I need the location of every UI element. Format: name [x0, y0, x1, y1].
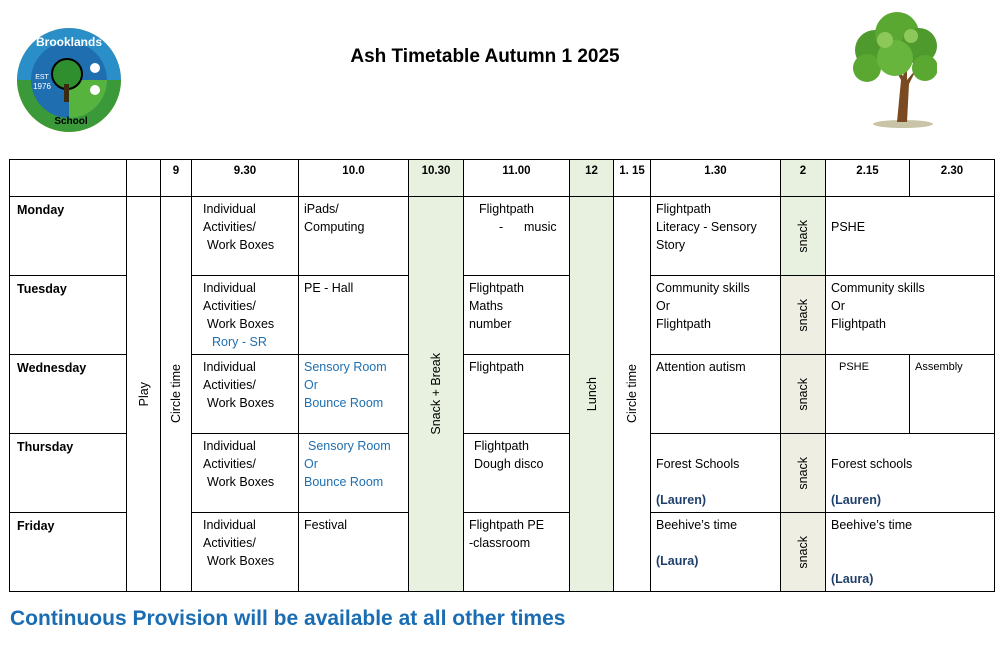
- cell-10: iPads/ Computing: [299, 197, 409, 276]
- snack-cell: snack: [781, 355, 826, 434]
- staff-note: Rory - SR: [212, 335, 267, 349]
- header-115: 1. 15: [614, 160, 651, 197]
- cell-930: Individual Activities/ Work Boxes: [192, 355, 299, 434]
- header-9: 9: [161, 160, 192, 197]
- cell-215: Beehive’s time (Laura): [826, 513, 995, 592]
- header-1030: 10.30: [409, 160, 464, 197]
- school-logo: [9, 24, 129, 134]
- snack-cell: snack: [781, 434, 826, 513]
- cell-10: Festival: [299, 513, 409, 592]
- cell-215: Community skills Or Flightpath: [826, 276, 995, 355]
- header-2: 2: [781, 160, 826, 197]
- circle-time-cell: [161, 197, 192, 592]
- circle-time-cell-2: [614, 197, 651, 592]
- play-cell: [127, 197, 161, 592]
- corner-cell: [10, 160, 127, 197]
- cell-11: Flightpath Dough disco: [464, 434, 570, 513]
- cell-130: Attention autism: [651, 355, 781, 434]
- staff-name: (Lauren): [831, 493, 881, 507]
- header-930: 9.30: [192, 160, 299, 197]
- header-row: [10, 160, 995, 197]
- cell-215: PSHE: [826, 197, 995, 276]
- staff-name: (Lauren): [656, 493, 706, 507]
- cell-130: Community skills Or Flightpath: [651, 276, 781, 355]
- logo-top-text: Brooklands: [35, 35, 103, 49]
- cell-10: PE - Hall: [299, 276, 409, 355]
- row-monday: [10, 197, 995, 276]
- snack-cell: snack: [781, 276, 826, 355]
- page-title: Ash Timetable Autumn 1 2025: [350, 46, 620, 67]
- cell-215: Forest schools (Lauren): [826, 434, 995, 513]
- logo-year: 1976: [33, 82, 51, 91]
- staff-name: (Laura): [831, 572, 874, 586]
- logo-est: EST: [35, 74, 49, 81]
- cell-10: Sensory Room Or Bounce Room: [299, 434, 409, 513]
- cell-11: Flightpath - music: [464, 197, 570, 276]
- header-blank: [127, 160, 161, 197]
- cell-11: Flightpath: [464, 355, 570, 434]
- cell-11: Flightpath Maths number: [464, 276, 570, 355]
- cell-230: Assembly: [910, 355, 995, 434]
- footer-note: Continuous Provision will be available at all other times: [10, 607, 566, 630]
- cell-930: Individual Activities/ Work Boxes: [192, 434, 299, 513]
- cell-130: Beehive’s time (Laura): [651, 513, 781, 592]
- lunch-cell: [570, 197, 614, 592]
- snack-cell: snack: [781, 513, 826, 592]
- header-10: 10.0: [299, 160, 409, 197]
- header-215: 2.15: [826, 160, 910, 197]
- day-name: Tuesday: [10, 276, 127, 355]
- header-230: 2.30: [910, 160, 995, 197]
- cell-215: PSHE: [826, 355, 910, 434]
- day-name: Wednesday: [10, 355, 127, 434]
- circle-time-label-2: Circle time: [625, 364, 639, 424]
- cell-930: Individual Activities/ Work Boxes: [192, 197, 299, 276]
- cell-930: Individual Activities/ Work Boxes: [192, 513, 299, 592]
- day-name: Thursday: [10, 434, 127, 513]
- snack-break-cell: [409, 197, 464, 592]
- cell-130: Flightpath Literacy - Sensory Story: [651, 197, 781, 276]
- cell-130: Forest Schools (Lauren): [651, 434, 781, 513]
- circle-time-label: Circle time: [169, 364, 183, 424]
- logo-bottom-text: School: [54, 116, 88, 127]
- day-name: Friday: [10, 513, 127, 592]
- tree-icon: [845, 10, 937, 130]
- snack-cell: snack: [781, 197, 826, 276]
- staff-name: (Laura): [656, 554, 699, 568]
- play-label: Play: [136, 381, 151, 407]
- cell-930: Individual Activities/ Work Boxes Rory - SR: [192, 276, 299, 355]
- day-name: Monday: [10, 197, 127, 276]
- header-12: 12: [570, 160, 614, 197]
- snack-break-label: Snack + Break: [429, 353, 443, 435]
- cell-11: Flightpath PE -classroom: [464, 513, 570, 592]
- timetable: [9, 159, 995, 592]
- header-130: 1.30: [651, 160, 781, 197]
- lunch-label: Lunch: [584, 376, 599, 412]
- cell-10: Sensory Room Or Bounce Room: [299, 355, 409, 434]
- header-11: 11.00: [464, 160, 570, 197]
